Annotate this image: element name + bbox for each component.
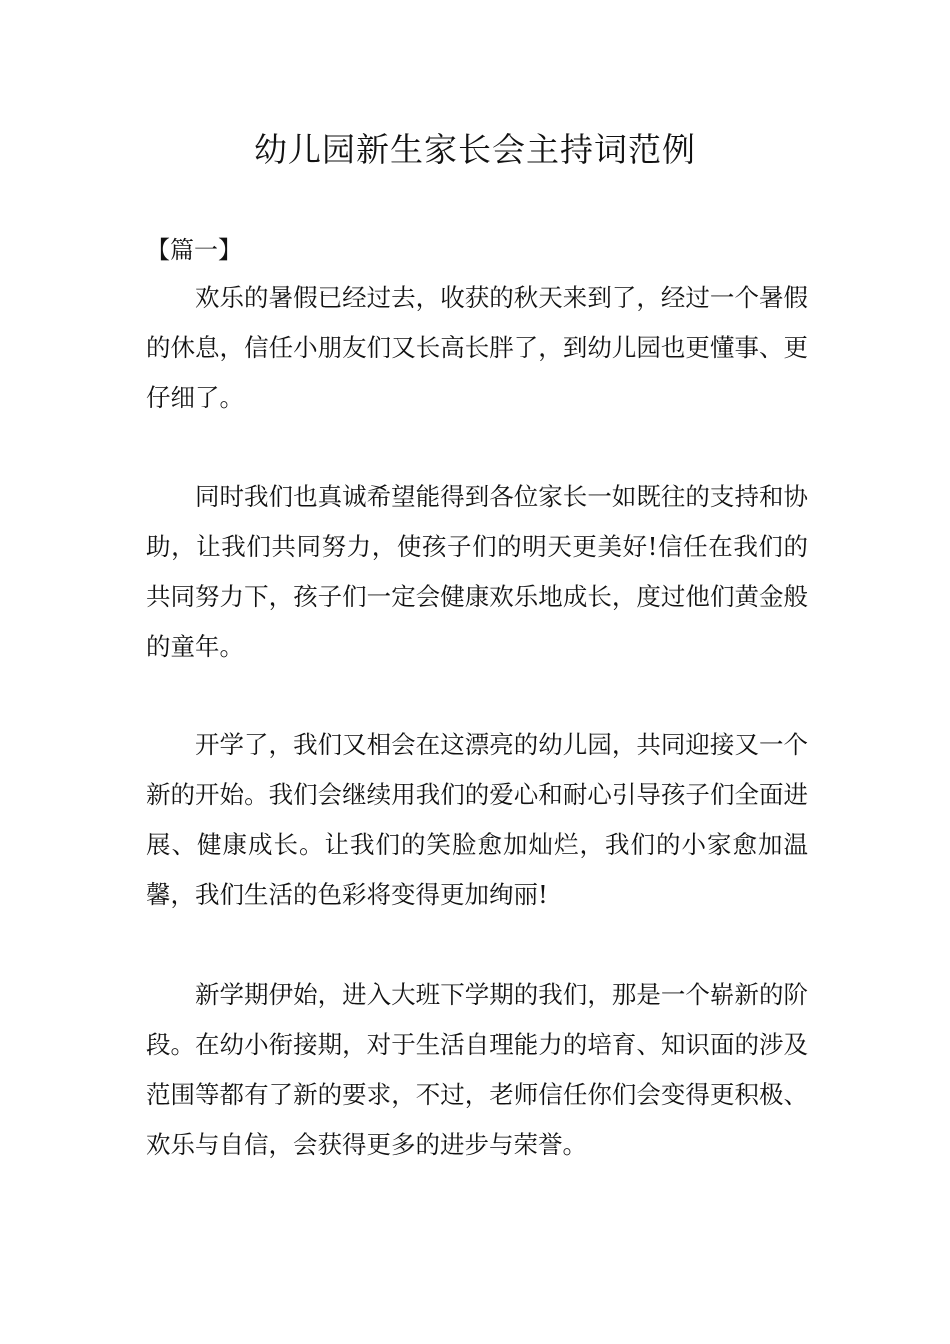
paragraph-3: 开学了，我们又相会在这漂亮的幼儿园，共同迎接又一个新的开始。我们会继续用我们的爱心和耐心引导孩子们全面进展、健康成长。让我们的笑脸愈加灿烂，我们的小家愈加温馨，我们生活的色彩将变得更加绚丽! [146, 730, 808, 909]
paragraph-4: 新学期伊始，进入大班下学期的我们，那是一个崭新的阶段。在幼小衔接期，对于生活自理能力的培育、知识面的涉及范围等都有了新的要求，不过，老师信任你们会变得更积极、欢乐与自信，会获得更多的进步与荣誉。 [146, 980, 808, 1159]
paragraph-1: 欢乐的暑假已经过去，收获的秋天来到了，经过一个暑假的休息，信任小朋友们又长高长胖了，到幼儿园也更懂事、更仔细了。 [146, 283, 808, 412]
section-label: 【篇一】 [146, 236, 242, 264]
document-title: 幼儿园新生家长会主持词范例 [254, 130, 696, 169]
paragraph-2: 同时我们也真诚希望能得到各位家长一如既往的支持和协助，让我们共同努力，使孩子们的明天更美好!信任在我们的共同努力下，孩子们一定会健康欢乐地成长，度过他们黄金般的童年。 [146, 482, 808, 661]
